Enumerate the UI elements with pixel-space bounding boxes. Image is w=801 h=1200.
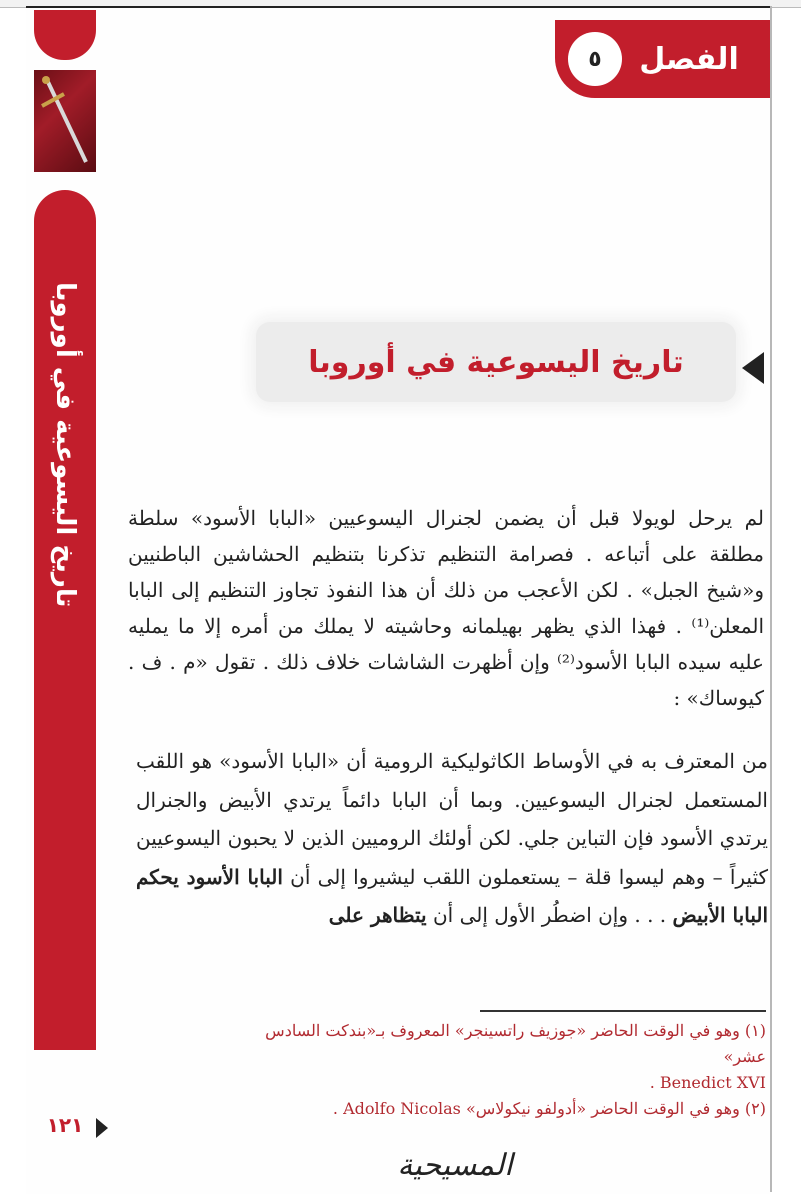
quote-continuation: . . . وإن اضطُر الأول إلى أن xyxy=(432,903,667,927)
footnote-2: (٢) وهو في الوقت الحاضر «أدولفو نيكولاس» Adolfo Nicolas . xyxy=(332,1099,766,1118)
quote-bold-text: البابا الأسود يحكم البابا الأبيض xyxy=(136,864,768,927)
page-marker-icon xyxy=(96,1118,108,1138)
chapter-label: الفصل xyxy=(639,42,739,77)
chapter-number: ٥ xyxy=(568,32,622,86)
title-marker-icon xyxy=(742,352,764,384)
dagger-icon xyxy=(34,70,96,172)
paragraph-text: لم يرحل لويولا قبل أن يضمن لجنرال اليسوعيين «البابا الأسود» سلطة مطلقة على أتباعه . فصرامة التنظيم تذكرنا بتنظيم الحشاشين الباطنيين و«شيخ الجبل» . لكن الأعجب من ذلك أن هذا النفوذ تجاوز التنظيم إلى البابا المعلن⁽¹⁾ . فهذا الذي يظهر بهيلمانه وحاشيته لا يملك من أمره إلا ما يمليه عليه سيده البابا الأسود⁽²⁾ وإن أظهرت الشاشات خلاف ذلك . تقول «م . ف . كيوساك» : xyxy=(128,506,764,710)
body-paragraph xyxy=(128,500,764,716)
publisher-logo: المسيحية xyxy=(397,1147,513,1183)
quote-bold-ending: يتظاهر على xyxy=(328,903,427,927)
side-title-text: تاريخ اليسوعية في أوروبا xyxy=(50,282,80,608)
side-title xyxy=(34,210,96,680)
footnote-divider xyxy=(480,1010,766,1012)
footnotes xyxy=(220,1018,766,1122)
page-number: ١٢١ xyxy=(46,1113,84,1137)
quote-block xyxy=(136,742,768,935)
quote-text: من المعترف به في الأوساط الكاثوليكية الرومية أن «البابا الأسود» هو اللقب المستعمل لجنرال اليسوعيين. وبما أن البابا دائماً يرتدي الأبيض والجنرال يرتدي الأسود فإن التباين جلي. لكن أولئك الروميين الذين لا يحبون اليسوعيين كثيراً – وهم ليسوا قلة – يستعملون اللقب ليشيروا إلى أن xyxy=(136,749,769,889)
page-title: تاريخ اليسوعية في أوروبا xyxy=(308,344,684,380)
dagger-image xyxy=(34,70,96,172)
footnote-1: (١) وهو في الوقت الحاضر «جوزيف راتسينجر» المعروف بـ«بندكت السادس عشر» xyxy=(265,1021,766,1066)
page-edge xyxy=(770,6,772,1192)
footnote-1-continued: Benedict XVI . xyxy=(649,1073,766,1092)
